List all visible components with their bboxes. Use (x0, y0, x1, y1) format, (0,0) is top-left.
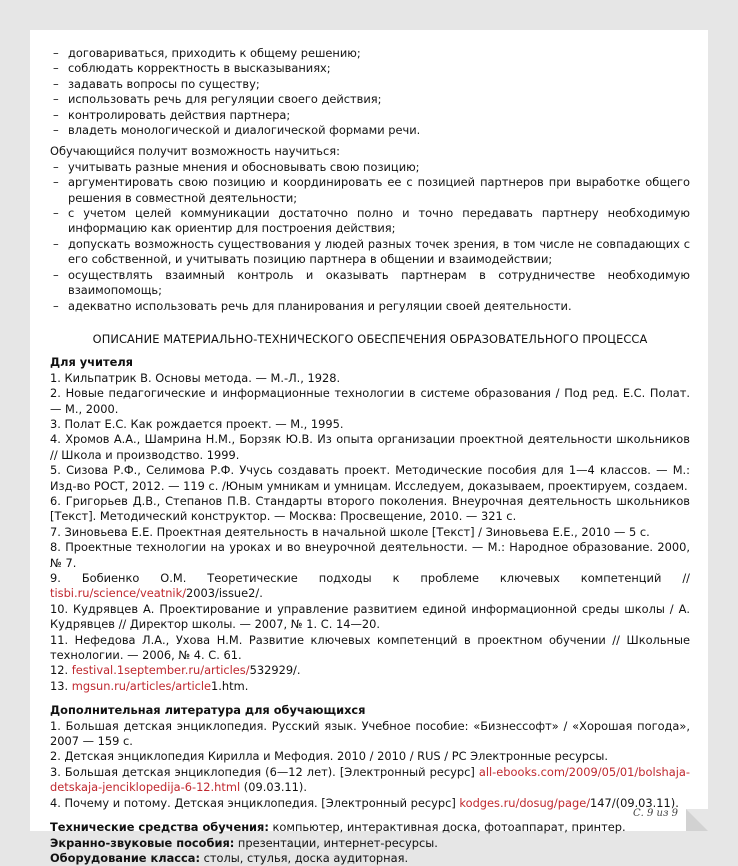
reference-item (50, 679, 690, 694)
skills-list (50, 46, 690, 138)
reference-text: 1. Кильпатрик В. Основы метода. — М.-Л., 1928. (50, 370, 341, 385)
reference-text: 5. Сизова Р.Ф., Селимова Р.Ф. Учусь создавать проект. Методические пособия для 1—4 классов. — М.: Изд-во РОСТ, 2012. — 119 с. /Юным умникам и умницам. Исследуем, доказываем, проектируем, создаем. (50, 463, 690, 493)
reference-item (50, 633, 690, 664)
teacher-references (50, 371, 690, 695)
equipment-item (50, 851, 690, 866)
reference-tail: 532929/. (249, 663, 301, 678)
equipment-section (50, 820, 690, 866)
reference-text: 1. Большая детская энциклопедия. Русский язык. Учебное пособие: «Бизнессофт» / «Хорошая погода», 2007 — 159 с. (50, 718, 690, 749)
list-item: – владеть монологической и диалогической формами речи. (50, 123, 690, 138)
reference-link[interactable]: festival.1september.ru/articles/ (71, 663, 250, 678)
reference-item (50, 540, 690, 571)
reference-item (50, 571, 690, 602)
reference-item (50, 494, 690, 525)
reference-text: 13. (50, 678, 72, 693)
reference-text: 11. Нефедова Л.А., Ухова Н.М. Развитие ключевых компетенций в проектном обучении // Школьные технологии. — 2006, № 4. С. 61. (50, 632, 690, 663)
page-corner-fold (686, 809, 708, 831)
reference-link[interactable]: all-ebooks.com/2009/05/01/bolshaja-detskaja-jenciklopedija-6-12.html (50, 764, 690, 795)
student-refs-title: Дополнительная литература для обучающихся (50, 703, 366, 718)
reference-text: 3. Полат Е.С. Как рождается проект. — М., 1995. (50, 416, 344, 431)
reference-link[interactable]: kodges.ru/dosug/page/ (459, 795, 591, 810)
reference-text: 2. Детская энциклопедия Кирилла и Мефодия. 2010 / 2010 / RUS / PC Электронные ресурсы. (50, 749, 609, 764)
equipment-label: Технические средства обучения: (50, 820, 269, 835)
reference-text: 3. Большая детская энциклопедия (6—12 лет). [Электронный ресурс] (50, 764, 479, 779)
reference-tail: 147/(09.03.11). (590, 795, 679, 810)
equipment-label: Экранно-звуковые пособия: (50, 835, 235, 850)
reference-tail: 2003/issue2/. (186, 586, 263, 601)
equipment-item (50, 820, 690, 835)
reference-item (50, 719, 690, 750)
reference-tail: 1.htm. (211, 678, 249, 693)
reference-text: 2. Новые педагогические и информационные технологии в системе образования / Под ред. Е.С. Полат. — М., 2000. (50, 386, 690, 416)
learner-intro: Обучающийся получит возможность научиться: (50, 144, 340, 159)
section-heading: ОПИСАНИЕ МАТЕРИАЛЬНО-ТЕХНИЧЕСКОГО ОБЕСПЕЧЕНИЯ ОБРАЗОВАТЕЛЬНОГО ПРОЦЕССА (92, 331, 648, 346)
list-item: – допускать возможность существования у людей разных точек зрения, в том числе не совпадающих с его собственной, и учитывать позицию партнера в общении и взаимодействии; (50, 237, 690, 268)
list-item: – с учетом целей коммуникации достаточно полно и точно передавать партнеру необходимую информацию как ориентир для построения действия; (50, 206, 690, 237)
list-item: – соблюдать корректность в высказываниях; (50, 61, 690, 76)
reference-text: 8. Проектные технологии на уроках и во внеурочной деятельности. — М.: Народное образование. 2000, № 7. (50, 540, 690, 570)
document-page (30, 30, 708, 865)
reference-text: 10. Кудрявцев А. Проектирование и управление развитием единой информационной среды школы / А. Кудрявцев // Директор школы. — 2007, № 1. С. 14—20. (50, 601, 690, 632)
reference-link[interactable]: mgsun.ru/articles/article (71, 678, 212, 693)
reference-item (50, 417, 690, 432)
reference-item (50, 525, 690, 540)
list-item: – учитывать разные мнения и обосновывать свою позицию; (50, 160, 690, 175)
reference-text: 4. Почему и потому. Детская энциклопедия. [Электронный ресурс] (50, 795, 460, 810)
list-item: – договариваться, приходить к общему решению; (50, 46, 690, 61)
reference-text: 12. (50, 663, 72, 678)
equipment-value: презентации, интернет-ресурсы. (234, 835, 438, 850)
reference-item (50, 663, 690, 678)
list-item: – адекватно использовать речь для планирования и регуляции своей деятельности. (50, 299, 690, 314)
list-item: – контролировать действия партнера; (50, 108, 690, 123)
equipment-item (50, 836, 690, 851)
reference-item (50, 602, 690, 633)
student-references (50, 719, 690, 811)
page-content (50, 46, 690, 866)
reference-text: 7. Зиновьева Е.Е. Проектная деятельность в начальной школе [Текст] / Зиновьева Е.Е., 2010 — 5 с. (50, 524, 650, 539)
teacher-refs-title: Для учителя (50, 355, 133, 370)
list-item: – осуществлять взаимный контроль и оказывать партнерам в сотрудничестве необходимую взаимопомощь; (50, 268, 690, 299)
reference-item (50, 432, 690, 463)
learner-skills-list (50, 160, 690, 314)
reference-item (50, 386, 690, 417)
page-number: С. 9 из 9 (633, 808, 678, 819)
reference-text: 4. Хромов А.А., Шамрина Н.М., Борзяк Ю.В. Из опыта организации проектной деятельности школьников // Школа и производство. 1999. (50, 432, 690, 462)
reference-item (50, 463, 690, 494)
list-item: – использовать речь для регуляции своего действия; (50, 92, 690, 107)
reference-item (50, 765, 690, 796)
reference-item (50, 371, 690, 386)
equipment-value: компьютер, интерактивная доска, фотоаппарат, принтер. (268, 820, 626, 835)
equipment-label: Оборудование класса: (50, 850, 201, 865)
list-item: – задавать вопросы по существу; (50, 77, 690, 92)
reference-tail: (09.03.11). (240, 780, 307, 795)
equipment-value: столы, стулья, доска аудиторная. (200, 850, 409, 865)
list-item: – аргументировать свою позицию и координировать ее с позицией партнеров при выработке общего решения в совместной деятельности; (50, 175, 690, 206)
reference-item (50, 749, 690, 764)
reference-text: 6. Григорьев Д.В., Степанов П.В. Стандарты второго поколения. Внеурочная деятельность школьников [Текст]. Методический конструктор. — Москва: Просвещение, 2010. — 321 с. (50, 493, 690, 524)
reference-text: 9. Бобиенко О.М. Теоретические подходы к проблеме ключевых компетенций // (50, 571, 690, 585)
reference-item (50, 796, 690, 811)
reference-link[interactable]: tisbi.ru/science/veatnik/ (50, 586, 187, 601)
